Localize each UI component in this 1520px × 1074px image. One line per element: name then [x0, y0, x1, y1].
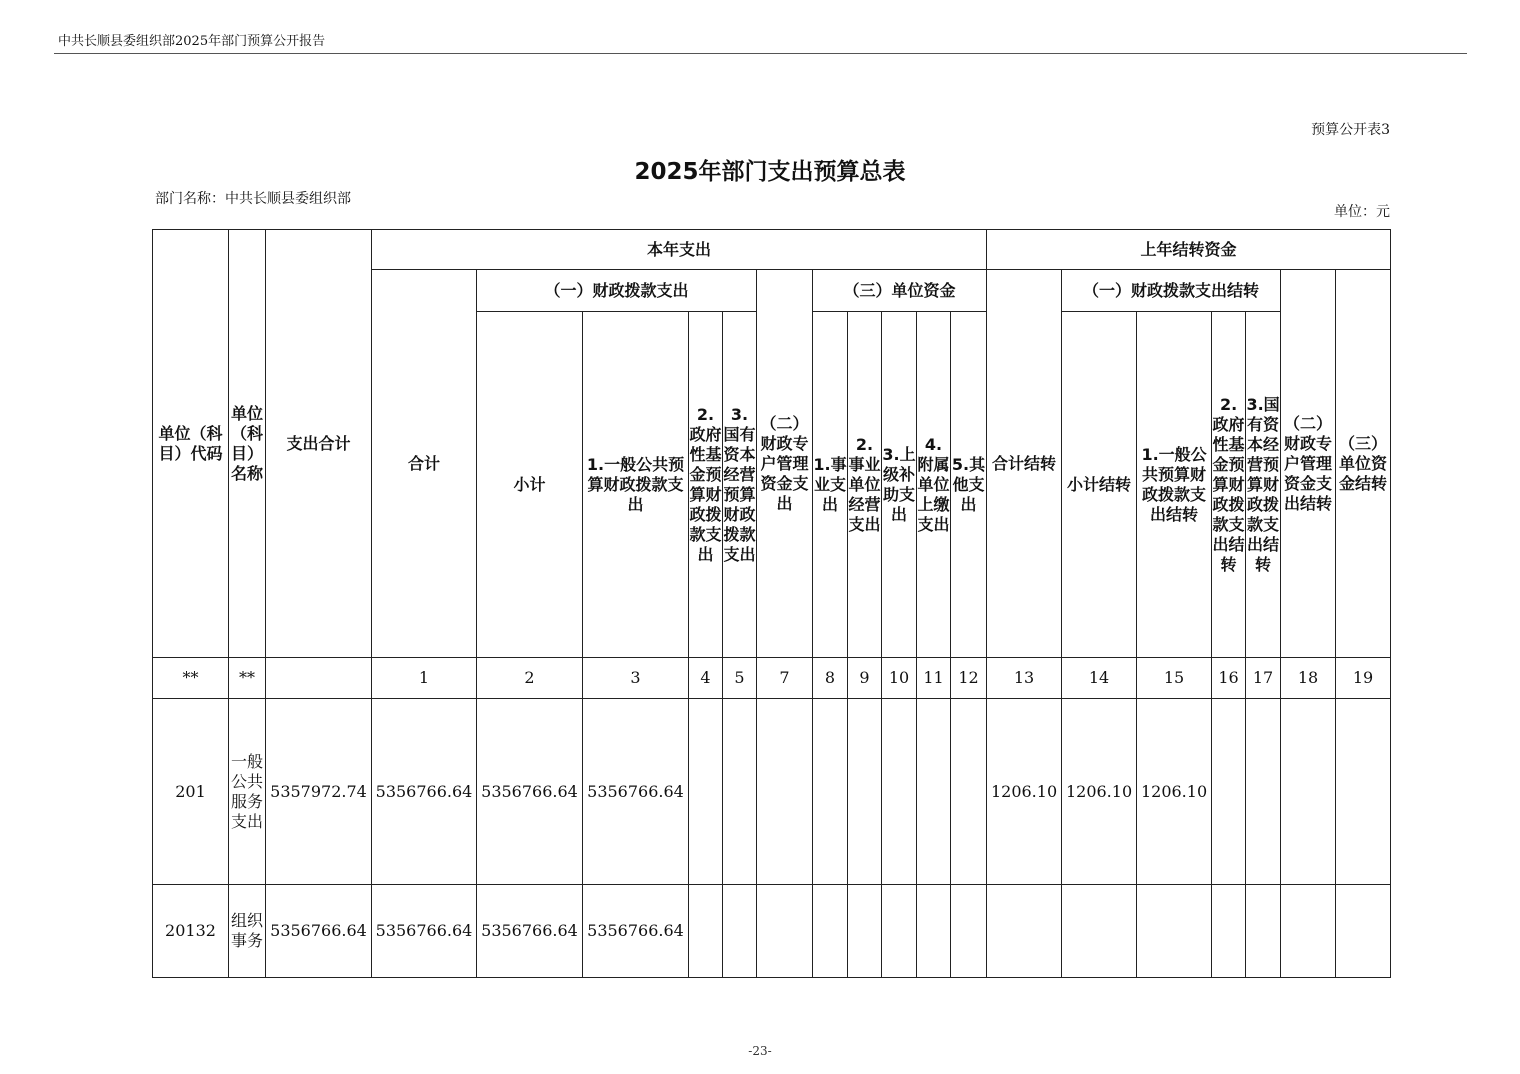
page-header: 中共长顺县委组织部2025年部门预算公开报告 — [58, 34, 326, 49]
row-value — [917, 699, 951, 885]
header-co-fund: 2.政府性基金预算财政拨款支出结转 — [1212, 312, 1246, 658]
row-value — [757, 699, 813, 885]
header-current-year: 本年支出 — [372, 230, 987, 270]
header-co-subtotal: 小计结转 — [1062, 312, 1137, 658]
department-name: 部门名称：中共长顺县委组织部 — [155, 191, 351, 207]
row-value: 5356766.64 — [477, 885, 583, 978]
row-value — [882, 699, 917, 885]
row-value — [882, 885, 917, 978]
header-cy-total: 合计 — [372, 270, 477, 658]
page-number: -23- — [748, 1044, 772, 1058]
header-cy-unit-4: 4.附属单位上缴支出 — [917, 312, 951, 658]
index-cell: 8 — [813, 658, 848, 699]
row-value — [1212, 699, 1246, 885]
row-value — [917, 885, 951, 978]
index-cell: 3 — [583, 658, 689, 699]
row-name: 一般公共服务支出 — [229, 699, 266, 885]
row-value — [1062, 885, 1137, 978]
header-cy-fiscal: （一）财政拨款支出 — [477, 270, 757, 312]
table-row — [153, 885, 1391, 978]
table-code: 预算公开表3 — [1311, 122, 1390, 138]
index-cell: ** — [229, 658, 266, 699]
header-divider — [54, 53, 1467, 54]
row-value — [813, 885, 848, 978]
index-cell: 1 — [372, 658, 477, 699]
header-cy-state: 3.国有资本经营预算财政拨款支出 — [723, 312, 757, 658]
row-value — [757, 885, 813, 978]
row-value — [813, 699, 848, 885]
row-name: 组织事务 — [229, 885, 266, 978]
index-cell: 15 — [1137, 658, 1212, 699]
index-row — [153, 658, 1391, 699]
row-value — [1281, 699, 1336, 885]
row-value: 5356766.64 — [266, 885, 372, 978]
row-value: 5356766.64 — [372, 885, 477, 978]
row-value — [1336, 699, 1391, 885]
header-cy-unit-3: 3.上级补助支出 — [882, 312, 917, 658]
index-cell — [266, 658, 372, 699]
header-unit-name: 单位（科目）名称 — [229, 230, 266, 658]
row-value — [848, 885, 882, 978]
index-cell: 14 — [1062, 658, 1137, 699]
index-cell: 9 — [848, 658, 882, 699]
header-cy-special: （二）财政专户管理资金支出 — [757, 270, 813, 658]
row-value — [723, 699, 757, 885]
row-value: 5356766.64 — [583, 885, 689, 978]
header-cy-unit-5: 5.其他支出 — [951, 312, 987, 658]
row-value: 5356766.64 — [372, 699, 477, 885]
index-cell: 7 — [757, 658, 813, 699]
row-value: 1206.10 — [1062, 699, 1137, 885]
row-code: 201 — [153, 699, 229, 885]
index-cell: 19 — [1336, 658, 1391, 699]
header-co-state: 3.国有资本经营预算财政拨款支出结转 — [1246, 312, 1281, 658]
row-value — [848, 699, 882, 885]
expenditure-budget-table — [152, 229, 1391, 978]
row-value — [723, 885, 757, 978]
row-value — [1281, 885, 1336, 978]
header-cy-fund: 2.政府性基金预算财政拨款支出 — [689, 312, 723, 658]
row-value: 1206.10 — [1137, 699, 1212, 885]
row-value — [987, 885, 1062, 978]
header-cy-unit-2: 2.事业单位经营支出 — [848, 312, 882, 658]
row-value — [1212, 885, 1246, 978]
table-row — [153, 699, 1391, 885]
index-cell: 17 — [1246, 658, 1281, 699]
header-co-special: （二）财政专户管理资金支出结转 — [1281, 270, 1336, 658]
header-co-general: 1.一般公共预算财政拨款支出结转 — [1137, 312, 1212, 658]
row-value: 5356766.64 — [477, 699, 583, 885]
row-value — [1336, 885, 1391, 978]
row-value — [689, 699, 723, 885]
header-unit-code: 单位（科目）代码 — [153, 230, 229, 658]
index-cell: 5 — [723, 658, 757, 699]
header-cy-unit-1: 1.事业支出 — [813, 312, 848, 658]
row-code: 20132 — [153, 885, 229, 978]
row-value — [951, 699, 987, 885]
row-value: 5356766.64 — [583, 699, 689, 885]
header-co-unit: （三）单位资金结转 — [1336, 270, 1391, 658]
index-cell: 12 — [951, 658, 987, 699]
index-cell: 2 — [477, 658, 583, 699]
index-cell: ** — [153, 658, 229, 699]
index-cell: 16 — [1212, 658, 1246, 699]
header-cy-subtotal: 小计 — [477, 312, 583, 658]
row-value — [1246, 699, 1281, 885]
page-title: 2025年部门支出预算总表 — [634, 159, 906, 185]
unit-label: 单位：元 — [1334, 204, 1390, 220]
index-cell: 11 — [917, 658, 951, 699]
row-value — [951, 885, 987, 978]
row-value — [1137, 885, 1212, 978]
index-cell: 10 — [882, 658, 917, 699]
row-value: 1206.10 — [987, 699, 1062, 885]
row-value: 5357972.74 — [266, 699, 372, 885]
header-cy-general: 1.一般公共预算财政拨款支出 — [583, 312, 689, 658]
header-co-fiscal: （一）财政拨款支出结转 — [1062, 270, 1281, 312]
index-cell: 4 — [689, 658, 723, 699]
header-carryover: 上年结转资金 — [987, 230, 1391, 270]
header-total: 支出合计 — [266, 230, 372, 658]
header-cy-unit: （三）单位资金 — [813, 270, 987, 312]
row-value — [689, 885, 723, 978]
index-cell: 13 — [987, 658, 1062, 699]
index-cell: 18 — [1281, 658, 1336, 699]
row-value — [1246, 885, 1281, 978]
header-co-total: 合计结转 — [987, 270, 1062, 658]
